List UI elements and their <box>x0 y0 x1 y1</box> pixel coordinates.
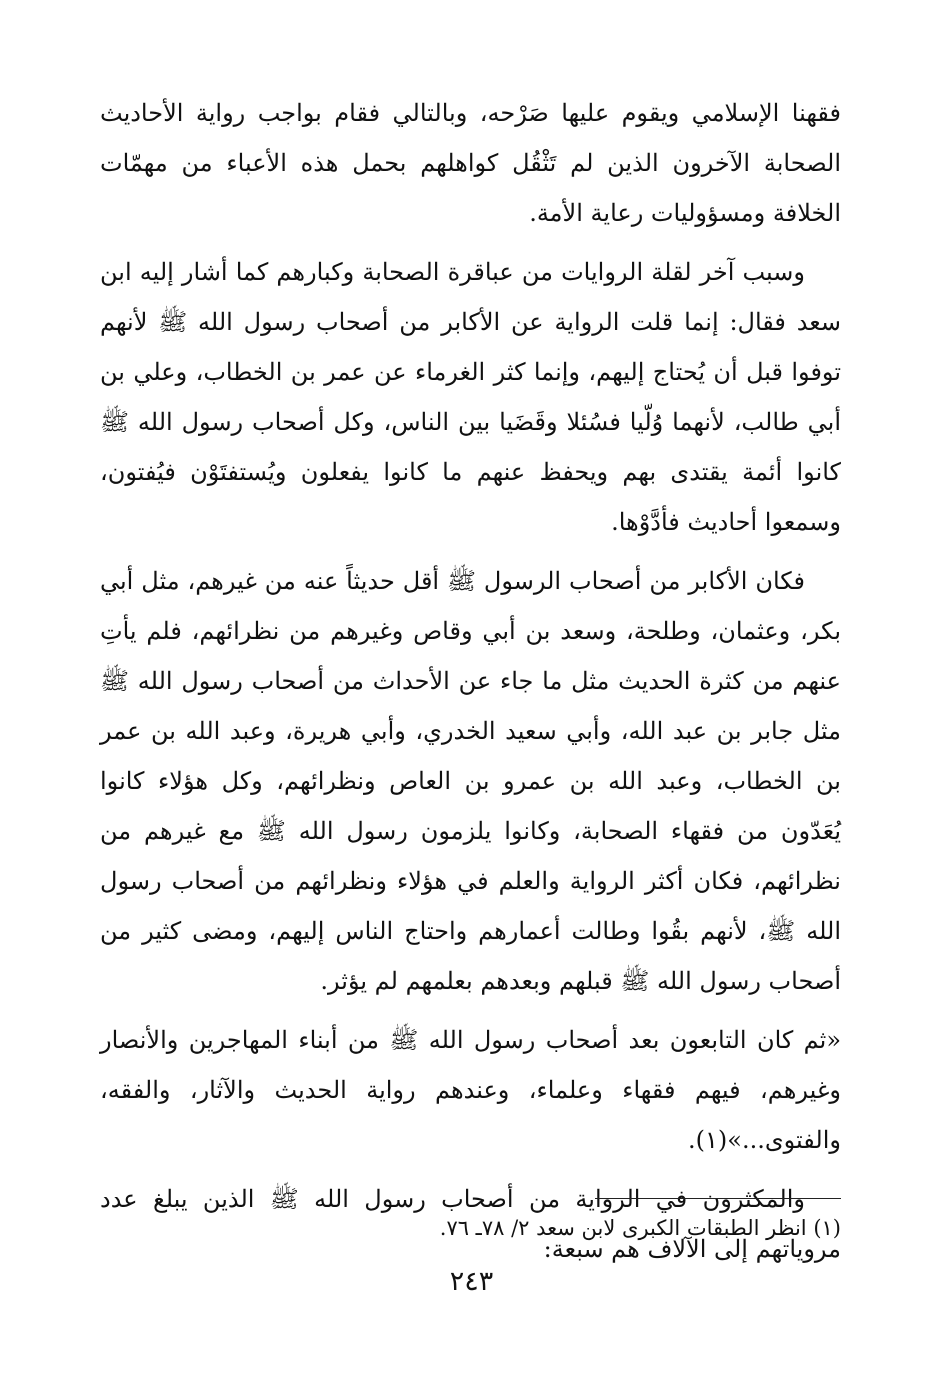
footnote-divider <box>595 1198 841 1199</box>
paragraph-1: فقهنا الإسلامي ويقوم عليها صَرْحه، وبالتالي فقام بواجب رواية الأحاديث الصحابة الآخرون الذين لم تَثْقُل كواهلهم بحمل هذه الأعباء من مهمّات الخلافة ومسؤوليات رعاية الأمة. <box>100 99 841 227</box>
footnote: (١) انظر الطبقات الكبرى لابن سعد ٢/ ٧٨ـ ٧٦. <box>439 1216 841 1240</box>
paragraph-3: فكان الأكابر من أصحاب الرسول ﷺ أقل حديثاً عنه من غيرهم، مثل أبي بكر، وعثمان، وطلحة، وسعد بن أبي وقاص وغيرهم من نظرائهم، فلم يأتِ عنهم من كثرة الحديث مثل ما جاء عن الأحداث من أصحاب رسول الله ﷺ مثل جابر بن عبد الله، وأبي سعيد الخدري، وأبي هريرة، وعبد الله بن عمر بن الخطاب، وعبد الله بن عمرو بن العاص ونظرائهم، وكل هؤلاء كانوا يُعَدّون من فقهاء الصحابة، وكانوا يلزمون رسول الله ﷺ مع غيرهم من نظرائهم، فكان أكثر الرواية والعلم في هؤلاء ونظرائهم من أصحاب رسول الله ﷺ، لأنهم بقُوا وطالت أعمارهم واحتاج الناس إليهم، ومضى كثير من أصحاب رسول الله ﷺ قبلهم وبعدهم بعلمهم لم يؤثر. <box>100 567 841 995</box>
page-body <box>100 88 841 1274</box>
page-number: ٢٤٣ <box>449 1266 494 1297</box>
paragraph-5: والمكثرون في الرواية من أصحاب رسول الله ﷺ الذين يبلغ عدد مروياتهم إلى الآلاف هم سبعة: <box>100 1185 841 1263</box>
paragraph-4-quote: «ثم كان التابعون بعد أصحاب رسول الله ﷺ من أبناء المهاجرين والأنصار وغيرهم، فيهم فقهاء وعلماء، وعندهم رواية الحديث والآثار، والفقه، والفتوى...»(١). <box>100 1026 841 1154</box>
paragraph-2: وسبب آخر لقلة الروايات من عباقرة الصحابة وكبارهم كما أشار إليه ابن سعد فقال: إنما قلت الرواية عن الأكابر من أصحاب رسول الله ﷺ لأنهم توفوا قبل أن يُحتاج إليهم، وإنما كثر الغرماء عن عمر بن الخطاب، وعلي بن أبي طالب، لأنهما وُلّيا فسُئلا وقَضَيا بين الناس، وكل أصحاب رسول الله ﷺ كانوا أئمة يقتدى بهم ويحفظ عنهم ما كانوا يفعلون ويُستفتَوْن فيُفتون، وسمعوا أحاديث فأدَّوْها. <box>100 258 841 536</box>
